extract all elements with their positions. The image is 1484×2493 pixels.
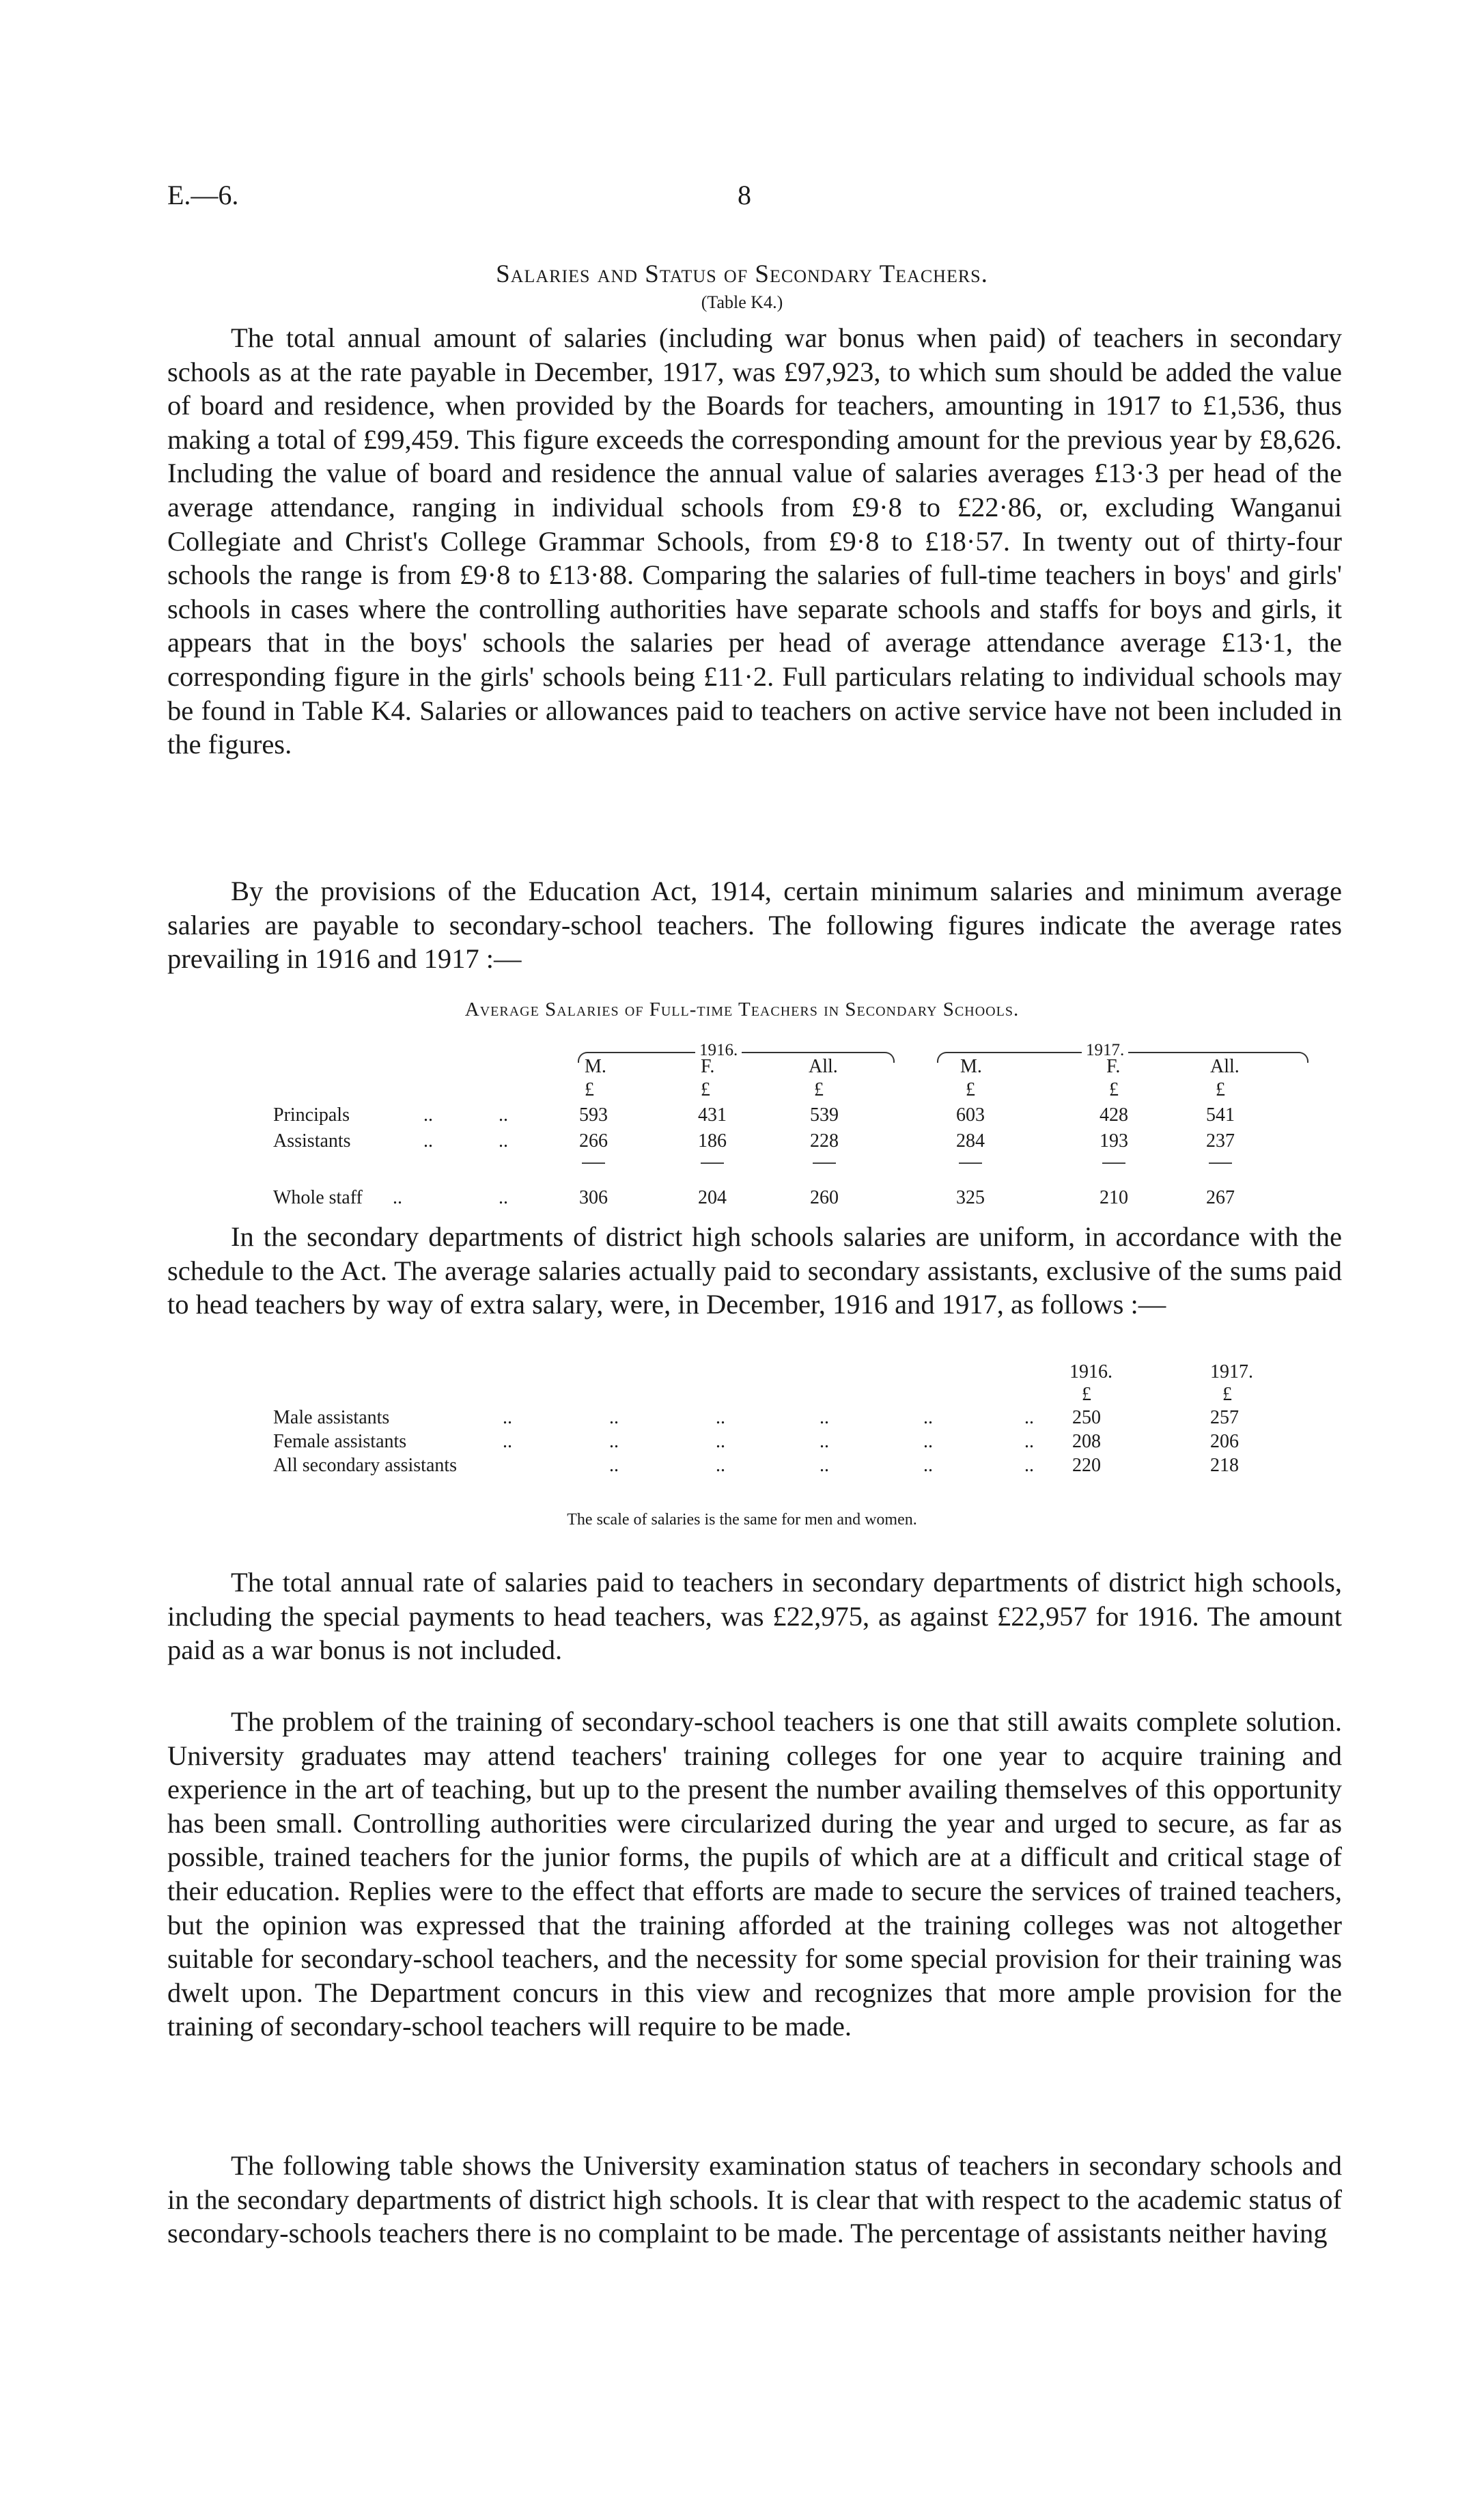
total-rule (813, 1162, 836, 1164)
row-label: Assistants (273, 1130, 351, 1152)
cell-value: 266 (579, 1130, 608, 1152)
dot-leader: .. (499, 1187, 508, 1208)
dot-leader: .. (1024, 1455, 1034, 1476)
cell-value: 186 (698, 1130, 727, 1152)
section-title: Salaries and Status of Secondary Teachers. (496, 260, 988, 288)
cell-value: 237 (1206, 1130, 1235, 1152)
dot-leader: .. (499, 1130, 508, 1152)
total-rule (1102, 1162, 1125, 1164)
row-label: Male assistants (273, 1407, 390, 1428)
unit-label: £ (1082, 1384, 1091, 1405)
paragraph-salaries-total (167, 321, 1342, 762)
table-title: Average Salaries of Full-time Teachers in Secondary Schools. (464, 999, 1020, 1020)
dot-leader: .. (423, 1104, 433, 1126)
cell-value: 218 (1210, 1455, 1239, 1476)
cell-value: 206 (1210, 1431, 1239, 1452)
total-rule (1209, 1162, 1232, 1164)
paragraph-text: The problem of the training of secondary-school teachers is one that still awaits complete solution. University graduates may attend teachers' training colleges for one year to acquire training and experience in the art of teaching, but up to the present the number availing themselves of this opportunity has been small. Controlling authorities were circularized during the year and urged to secure, as far as possible, trained teachers for the junior forms, the pupils of which are at a difficult and critical stage of their education. Replies were to the effect that efforts are made to secure the services of trained teachers, but the opinion was expressed that the training afforded at the training colleges was not altogether suitable for secondary-school teachers, and the necessity for some special provision for their training was dwelt upon. The Department concurs in this view and recognizes that more ample provision for the training of secondary-school teachers will require to be made. (167, 1706, 1342, 2042)
unit-label: £ (1216, 1079, 1225, 1100)
unit-label: £ (966, 1079, 975, 1100)
dot-leader: .. (1024, 1407, 1034, 1428)
total-rule (701, 1162, 724, 1164)
dot-leader: .. (609, 1407, 619, 1428)
year-heading: 1917. (1082, 1041, 1128, 1060)
cell-value: 284 (956, 1130, 985, 1152)
cell-value: 257 (1210, 1407, 1239, 1428)
dot-leader: .. (716, 1431, 725, 1452)
dot-leader: .. (820, 1455, 829, 1476)
col-header-all: All. (809, 1056, 838, 1077)
cell-value: 431 (698, 1104, 727, 1126)
cell-value: 228 (810, 1130, 839, 1152)
cell-value: 208 (1072, 1431, 1101, 1452)
paragraph-text: The following table shows the University examination status of teachers in secondary schools and in the secondary departments of district high schools. It is clear that with respect to the academic status of secondary-schools teachers there is no complaint to be made. The percentage of assistants neither having (167, 2150, 1342, 2249)
cell-value: 306 (579, 1187, 608, 1208)
dot-leader: .. (499, 1104, 508, 1126)
col-header-m: M. (585, 1056, 606, 1077)
dot-leader: .. (609, 1431, 619, 1452)
dot-leader: .. (503, 1407, 512, 1428)
cell-value: 593 (579, 1104, 608, 1126)
unit-label: £ (585, 1079, 594, 1100)
row-label: Female assistants (273, 1431, 407, 1452)
dot-leader: .. (716, 1407, 725, 1428)
cell-value: 250 (1072, 1407, 1101, 1428)
row-label: Whole staff (273, 1187, 363, 1208)
cell-value: 204 (698, 1187, 727, 1208)
dot-leader: .. (503, 1431, 512, 1452)
report-code: E.—6. (167, 180, 239, 210)
cell-value: 260 (810, 1187, 839, 1208)
paragraph-text: By the provisions of the Education Act, 1914, certain minimum salaries and minimum average salaries are payable to secondary-school teachers. The following figures indicate the average rates prevailing in 1916 and 1917 :— (167, 876, 1342, 975)
dot-leader: .. (923, 1431, 933, 1452)
page-number: 8 (738, 180, 751, 210)
col-header-f: F. (701, 1056, 715, 1077)
unit-label: £ (814, 1079, 824, 1100)
row-label: Principals (273, 1104, 350, 1126)
paragraph-total-district (167, 1565, 1342, 1667)
cell-value: 325 (956, 1187, 985, 1208)
unit-label: £ (701, 1079, 710, 1100)
col-header-1917: 1917. (1210, 1361, 1253, 1382)
total-rule (582, 1162, 605, 1164)
paragraph-education-act (167, 874, 1342, 976)
cell-value: 428 (1100, 1104, 1128, 1126)
cell-value: 539 (810, 1104, 839, 1126)
dot-leader: .. (923, 1407, 933, 1428)
cell-value: 603 (956, 1104, 985, 1126)
dot-leader: .. (1024, 1431, 1034, 1452)
dot-leader: .. (716, 1455, 725, 1476)
col-header-1916: 1916. (1069, 1361, 1112, 1382)
cell-value: 210 (1100, 1187, 1128, 1208)
paragraph-district-high-schools (167, 1220, 1342, 1322)
col-header-m: M. (960, 1056, 982, 1077)
dot-leader: .. (393, 1187, 402, 1208)
paragraph-university-status (167, 2149, 1342, 2251)
cell-value: 220 (1072, 1455, 1101, 1476)
cell-value: 193 (1100, 1130, 1128, 1152)
dot-leader: .. (609, 1455, 619, 1476)
unit-label: £ (1222, 1384, 1232, 1405)
table-reference: (Table K4.) (701, 292, 783, 312)
paragraph-text: The total annual amount of salaries (including war bonus when paid) of teachers in secondary schools as at the rate payable in December, 1917, was £97,923, to which sum should be added the value of board and residence, when provided by the Boards for teachers, amounting in 1917 to £1,536, thus making a total of £99,459. This figure exceeds the corresponding amount for the previous year by £8,626. Including the value of board and residence the annual value of salaries averages £13·3 per head of the average attendance, ranging in individual schools from £9·8 to £22·86, or, excluding Wanganui Collegiate and Christ's College Grammar Schools, from £9·8 to £18·57. In twenty out of thirty-four schools the range is from £9·8 to £13·88. Comparing the salaries of full-time teachers in boys' and girls' schools in cases where the controlling authorities have separate schools and staffs for boys and girls, it appears that in the boys' schools the salaries per head of average attendance average £13·1, the corresponding figure in the girls' schools being £11·2. Full particulars relating to individual schools may be found in Table K4. Salaries or allowances paid to teachers on active service have not been included in the figures. (167, 322, 1342, 760)
year-brace-1917 (937, 1041, 1308, 1063)
cell-value: 541 (1206, 1104, 1235, 1126)
cell-value: 267 (1206, 1187, 1235, 1208)
row-label: All secondary assistants (273, 1455, 458, 1476)
dot-leader: .. (923, 1455, 933, 1476)
unit-label: £ (1109, 1079, 1119, 1100)
paragraph-text: In the secondary departments of district high schools salaries are uniform, in accordance with the schedule to the Act. The average salaries actually paid to secondary assistants, exclusive of the sums paid to head teachers by way of extra salary, were, in December, 1916 and 1917, as follows :— (167, 1221, 1342, 1320)
table-footnote: The scale of salaries is the same for men and women. (567, 1511, 917, 1529)
dot-leader: .. (820, 1431, 829, 1452)
year-heading: 1916. (695, 1041, 742, 1060)
paragraph-text: The total annual rate of salaries paid to teachers in secondary departments of district high schools, including the special payments to head teachers, was £22,975, as against £22,957 for 1916. The amount paid as a war bonus is not included. (167, 1567, 1342, 1666)
col-header-f: F. (1106, 1056, 1121, 1077)
dot-leader: .. (820, 1407, 829, 1428)
year-brace-1916 (578, 1041, 895, 1063)
paragraph-training (167, 1705, 1342, 2044)
dot-leader: .. (423, 1130, 433, 1152)
col-header-all: All. (1210, 1056, 1240, 1077)
total-rule (959, 1162, 982, 1164)
